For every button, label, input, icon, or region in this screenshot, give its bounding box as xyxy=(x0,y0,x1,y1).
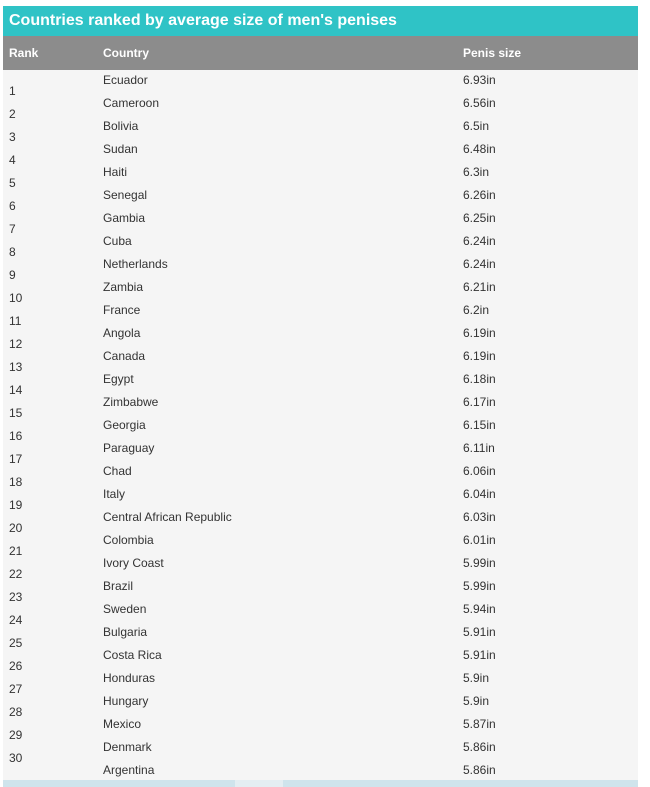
rank-cell: 13 xyxy=(9,360,23,374)
country-cell: Gambia xyxy=(103,211,146,225)
rank-cell: 11 xyxy=(9,314,22,328)
country-cell: Brazil xyxy=(103,579,134,593)
table-row xyxy=(3,279,638,295)
table-row xyxy=(3,762,638,778)
country-cell: Zimbabwe xyxy=(103,395,159,409)
scrollbar-segment-left[interactable] xyxy=(3,780,235,787)
table-row xyxy=(3,302,638,318)
table-row xyxy=(3,555,638,571)
country-cell: Argentina xyxy=(103,763,155,777)
rank-cell: 12 xyxy=(9,337,23,351)
rank-cell: 30 xyxy=(9,751,23,765)
header-country: Country xyxy=(103,46,149,60)
size-cell: 6.03in xyxy=(463,510,496,524)
rank-cell: 16 xyxy=(9,429,23,443)
country-cell: Cameroon xyxy=(103,96,160,110)
ranking-table[interactable] xyxy=(3,36,638,780)
size-cell: 6.48in xyxy=(463,142,496,156)
country-cell: Sudan xyxy=(103,142,138,156)
header-size: Penis size xyxy=(463,46,522,60)
table-row xyxy=(3,463,638,479)
table-row xyxy=(3,118,638,134)
rank-cell: 9 xyxy=(9,268,16,282)
country-cell: Italy xyxy=(103,487,126,501)
table-row xyxy=(3,440,638,456)
rank-cell: 21 xyxy=(9,544,23,558)
country-cell: Senegal xyxy=(103,188,148,202)
size-cell: 6.04in xyxy=(463,487,496,501)
size-cell: 6.2in xyxy=(463,303,490,317)
country-cell: Denmark xyxy=(103,740,152,754)
country-cell: Chad xyxy=(103,464,132,478)
table-row xyxy=(3,187,638,203)
table-row xyxy=(3,72,638,88)
table-row xyxy=(3,141,638,157)
size-cell: 6.19in xyxy=(463,349,496,363)
size-cell: 5.9in xyxy=(463,694,490,708)
table-row xyxy=(3,601,638,617)
rank-cell: 18 xyxy=(9,475,23,489)
size-cell: 5.94in xyxy=(463,602,496,616)
size-cell: 5.86in xyxy=(463,763,496,777)
table-title: Countries ranked by average size of men's penises xyxy=(3,6,638,36)
rank-cell: 22 xyxy=(9,567,23,581)
rank-cell: 24 xyxy=(9,613,23,627)
table-row xyxy=(3,647,638,663)
country-cell: France xyxy=(103,303,141,317)
rank-cell: 23 xyxy=(9,590,23,604)
rank-cell: 14 xyxy=(9,383,23,397)
country-cell: Georgia xyxy=(103,418,146,432)
size-cell: 6.17in xyxy=(463,395,496,409)
rank-cell: 6 xyxy=(9,199,16,213)
size-cell: 6.93in xyxy=(463,73,496,87)
table-row xyxy=(3,693,638,709)
table-row xyxy=(3,532,638,548)
rank-cell: 28 xyxy=(9,705,23,719)
rank-cell: 5 xyxy=(9,176,16,190)
table-row xyxy=(3,739,638,755)
country-cell: Sweden xyxy=(103,602,147,616)
table-row xyxy=(3,256,638,272)
country-cell: Honduras xyxy=(103,671,156,685)
header-rank: Rank xyxy=(9,46,39,60)
table-row xyxy=(3,233,638,249)
size-cell: 6.01in xyxy=(463,533,496,547)
country-cell: Bulgaria xyxy=(103,625,148,639)
rank-cell: 25 xyxy=(9,636,23,650)
country-cell: Colombia xyxy=(103,533,154,547)
country-cell: Zambia xyxy=(103,280,144,294)
table-row xyxy=(3,348,638,364)
table-row xyxy=(3,716,638,732)
country-cell: Ecuador xyxy=(103,73,148,87)
size-cell: 6.3in xyxy=(463,165,490,179)
table-row xyxy=(3,210,638,226)
table-row xyxy=(3,371,638,387)
size-cell: 6.06in xyxy=(463,464,496,478)
country-cell: Mexico xyxy=(103,717,142,731)
scrollbar-segment-right[interactable] xyxy=(283,780,638,787)
table-row xyxy=(3,670,638,686)
country-cell: Costa Rica xyxy=(103,648,162,662)
table-header xyxy=(3,36,638,70)
rank-cell: 27 xyxy=(9,682,23,696)
size-cell: 6.24in xyxy=(463,257,496,271)
rank-cell: 8 xyxy=(9,245,16,259)
table-row xyxy=(3,95,638,111)
table-row xyxy=(3,325,638,341)
country-cell: Egypt xyxy=(103,372,134,386)
size-cell: 5.86in xyxy=(463,740,496,754)
rank-cell: 7 xyxy=(9,222,16,236)
country-cell: Cuba xyxy=(103,234,132,248)
rank-cell: 3 xyxy=(9,130,16,144)
size-cell: 6.25in xyxy=(463,211,496,225)
country-cell: Central African Republic xyxy=(103,510,232,524)
size-cell: 5.91in xyxy=(463,625,496,639)
rank-cell: 20 xyxy=(9,521,23,535)
horizontal-scrollbar[interactable] xyxy=(3,780,638,787)
size-cell: 5.87in xyxy=(463,717,496,731)
table-row xyxy=(3,624,638,640)
rank-cell: 29 xyxy=(9,728,23,742)
country-cell: Haiti xyxy=(103,165,128,179)
size-cell: 5.99in xyxy=(463,579,496,593)
country-cell: Ivory Coast xyxy=(103,556,164,570)
rank-cell: 26 xyxy=(9,659,23,673)
table-row xyxy=(3,486,638,502)
rank-cell: 2 xyxy=(9,107,16,121)
size-cell: 5.99in xyxy=(463,556,496,570)
size-cell: 6.56in xyxy=(463,96,496,110)
size-cell: 6.26in xyxy=(463,188,496,202)
size-cell: 6.15in xyxy=(463,418,496,432)
size-cell: 6.21in xyxy=(463,280,496,294)
rank-cell: 19 xyxy=(9,498,23,512)
country-cell: Paraguay xyxy=(103,441,155,455)
table-row xyxy=(3,509,638,525)
country-cell: Hungary xyxy=(103,694,149,708)
country-cell: Netherlands xyxy=(103,257,168,271)
country-cell: Angola xyxy=(103,326,141,340)
size-cell: 5.91in xyxy=(463,648,496,662)
size-cell: 6.18in xyxy=(463,372,496,386)
rank-cell: 10 xyxy=(9,291,23,305)
size-cell: 6.24in xyxy=(463,234,496,248)
table-row xyxy=(3,394,638,410)
size-cell: 6.19in xyxy=(463,326,496,340)
size-cell: 5.9in xyxy=(463,671,490,685)
rank-cell: 4 xyxy=(9,153,16,167)
table-row xyxy=(3,164,638,180)
country-cell: Canada xyxy=(103,349,146,363)
rank-cell: 17 xyxy=(9,452,23,466)
size-cell: 6.5in xyxy=(463,119,490,133)
rank-cell: 1 xyxy=(9,84,16,98)
country-cell: Bolivia xyxy=(103,119,139,133)
rank-cell: 15 xyxy=(9,406,23,420)
table-row xyxy=(3,578,638,594)
table-row xyxy=(3,417,638,433)
size-cell: 6.11in xyxy=(463,441,495,455)
